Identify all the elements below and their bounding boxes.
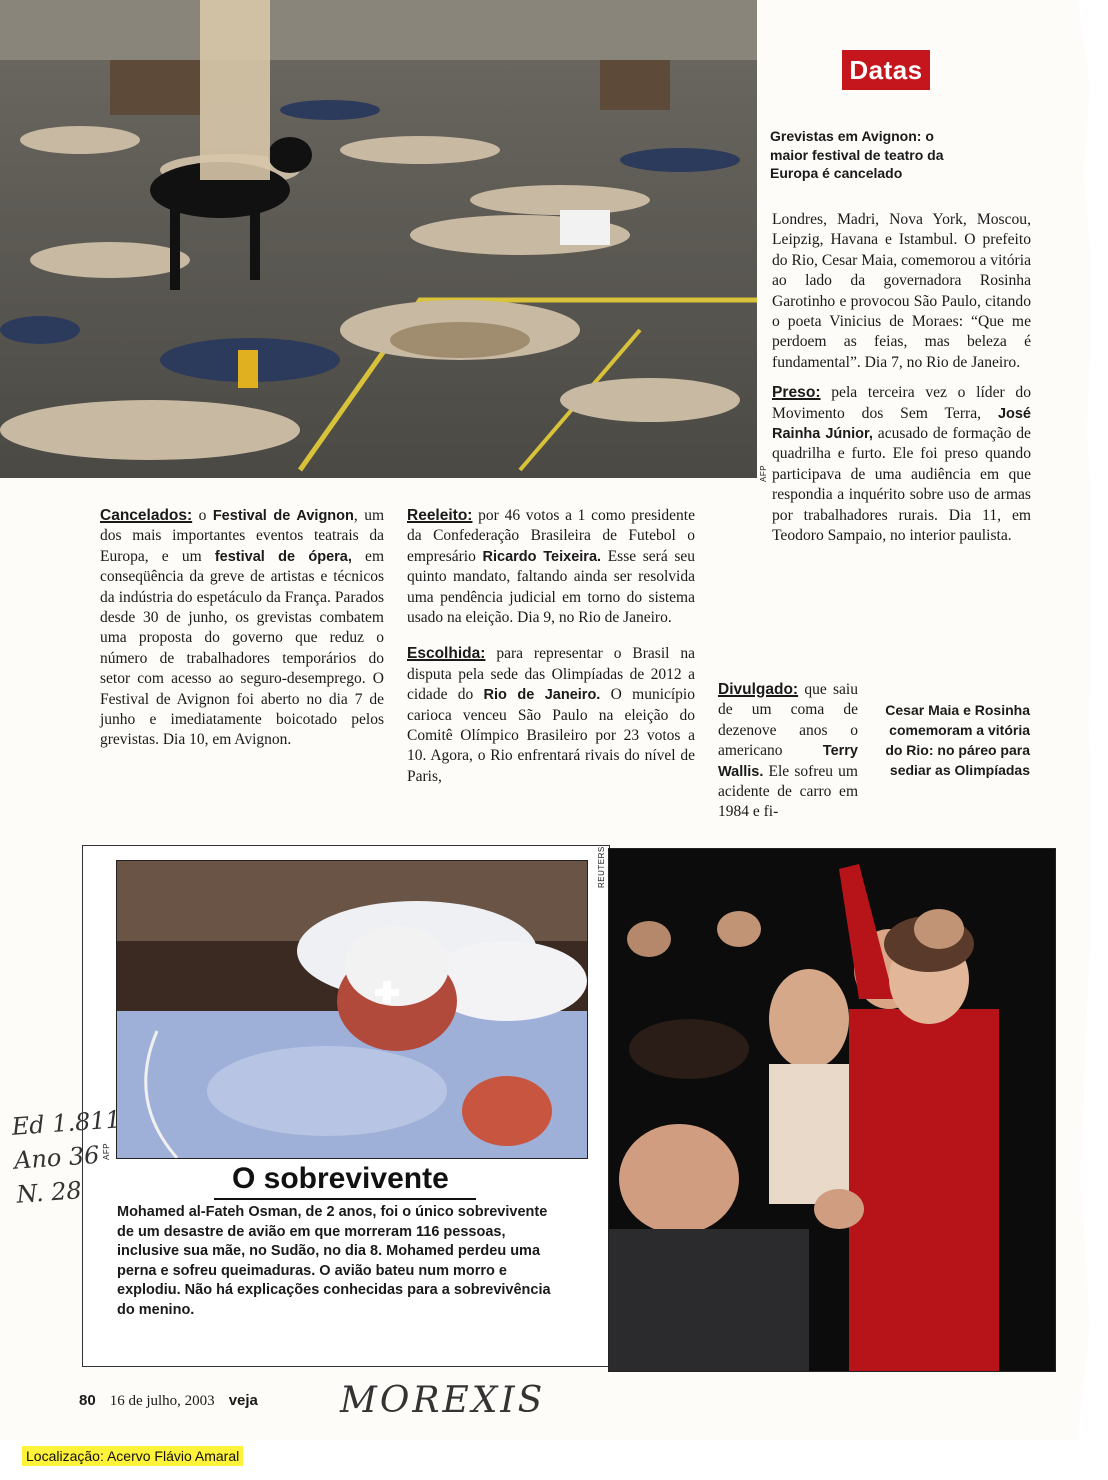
issue-date: 16 de julho, 2003 — [109, 1393, 215, 1409]
right-paragraph-1: Londres, Madri, Nova York, Moscou, Leipzig, Havana e Istambul. O prefeito do Rio, Cesar Maia, comemorou a vitória ao lado da governadora Rosinha Garotinho e provocou São Paulo, citando o poeta Vinicius de Moraes: “Que me perdoem as feias, mas beleza é fundamental”. Dia 7, no Rio de Janeiro. — [772, 211, 1031, 371]
cancel-text-b: , um dos mais importantes eventos teatrais da Europa, e um — [100, 507, 385, 565]
divulgado-column — [718, 680, 858, 839]
rio-photo-credit: REUTERS — [597, 846, 606, 888]
page-footer — [79, 1392, 258, 1410]
divulgado-text-b: Ele sofreu um acidente de carro em 1984 e fi- — [718, 762, 858, 821]
reeleito-text-a: por 46 votos a 1 como presidente da Confederação Brasileira de Futebol o empresário — [407, 507, 695, 565]
magazine-name: veja — [228, 1392, 258, 1409]
survivor-photo-credit: AFP — [102, 1142, 111, 1160]
keyword-cancelados: Cancelados: — [100, 507, 193, 524]
page-number: 80 — [79, 1392, 96, 1409]
handwritten-line-3: N. 28 — [15, 1176, 83, 1209]
left-column — [100, 506, 384, 767]
handwritten-edition — [11, 1102, 127, 1211]
cancel-text-a: o — [192, 507, 213, 524]
top-photo-caption: Grevistas em Avignon: o maior festival de teatro da Europa é cancelado — [770, 128, 944, 181]
survivor-text: Mohamed al-Fateh Osman, de 2 anos, foi o único sobrevivente de um desastre de avião em que morreram 116 pessoas, inclusive sua mãe, no Sudão, no dia 8. Mohamed perdeu uma perna e sofreu queimaduras. O avião bateu num morro e explodiu. Não há explicações conhecidas para a sobrevivência do menino. — [117, 1204, 551, 1318]
section-tag: Datas — [842, 50, 930, 90]
cancel-text-c: em conseqüência da greve de artistas e técnicos da indústria do espetáculo da França. Parados desde 30 de junho, os grevistas combatem uma proposta do governo que reduz o número de trabalhadores temporários do setor com acesso ao seguro-desemprego. O Festival de Avignon foi aberto no dia 7 de junho e imediatamente boicotado pelos grevistas. Dia 10, em Avignon. — [100, 547, 384, 749]
divulgado-name: Terry Wallis. — [718, 743, 858, 780]
keyword-reeleito: Reeleito: — [407, 507, 473, 524]
preso-name: José Rainha Júnior, — [772, 405, 1031, 443]
escolhida-city: Rio de Janeiro. — [483, 687, 601, 704]
escolhida-paragraph — [407, 644, 695, 787]
rio-photo-caption: Cesar Maia e Rosinha comemoram a vitória do Rio: no páreo para sediar as Olimpíadas — [885, 702, 1030, 778]
escolhida-text-a: para representar o Brasil na disputa pela sede das Olimpíadas de 2012 a cidade do — [407, 645, 695, 704]
right-paragraph-2 — [772, 383, 1031, 546]
rio-celebration-photo — [608, 848, 1056, 1372]
reeleito-text-b: Esse será seu quinto mandato, faltando ainda ser resolvida uma pendência judicial em torno do sistema usado na eleição. Dia 9, no Rio de Janeiro. — [407, 547, 695, 627]
handwritten-line-2: Ano 36 — [13, 1140, 101, 1175]
preso-text-a: pela terceira vez o líder do Movimento dos Sem Terra, — [772, 384, 1031, 422]
survivor-photo — [116, 860, 588, 1159]
reeleito-paragraph — [407, 506, 695, 628]
preso-text-b: acusado de formação de quadrilha e furto. Ele foi preso quando participava de uma audiência em que respondia a inquérito sobre uso de armas por trabalhadores rurais. Dia 11, em Teodoro Sampaio, no interior paulista. — [772, 425, 1031, 545]
handwritten-signature: MOREXIS — [340, 1380, 546, 1421]
divulgado-paragraph — [718, 680, 858, 823]
location-label: Localização: Acervo Flávio Amaral — [22, 1446, 243, 1466]
handwritten-line-1: Ed 1.811 — [10, 1105, 122, 1141]
keyword-escolhida: Escolhida: — [407, 645, 486, 663]
keyword-preso: Preso: — [772, 384, 821, 402]
left-paragraph — [100, 506, 384, 751]
keyword-divulgado: Divulgado: — [718, 681, 799, 698]
opera-festival: festival de ópera, — [214, 548, 352, 565]
middle-column — [407, 506, 695, 803]
survivor-title-underline — [214, 1198, 476, 1200]
strikers-photo — [0, 0, 757, 478]
survivor-title: O sobrevivente — [232, 1162, 449, 1195]
reeleito-name: Ricardo Teixeira. — [482, 548, 602, 565]
divulgado-text-a: que saiu de um coma de dezenove anos o americano — [718, 681, 858, 760]
right-column — [718, 210, 1031, 563]
top-photo-credit: AFP — [759, 464, 768, 482]
festival-name: Festival de Avignon — [212, 508, 354, 524]
escolhida-text-b: O município carioca venceu São Paulo na eleição do Comitê Olímpico Brasileiro por 23 votos a 10. Agora, o Rio enfrentará rivais do nível de Paris, — [407, 686, 695, 785]
